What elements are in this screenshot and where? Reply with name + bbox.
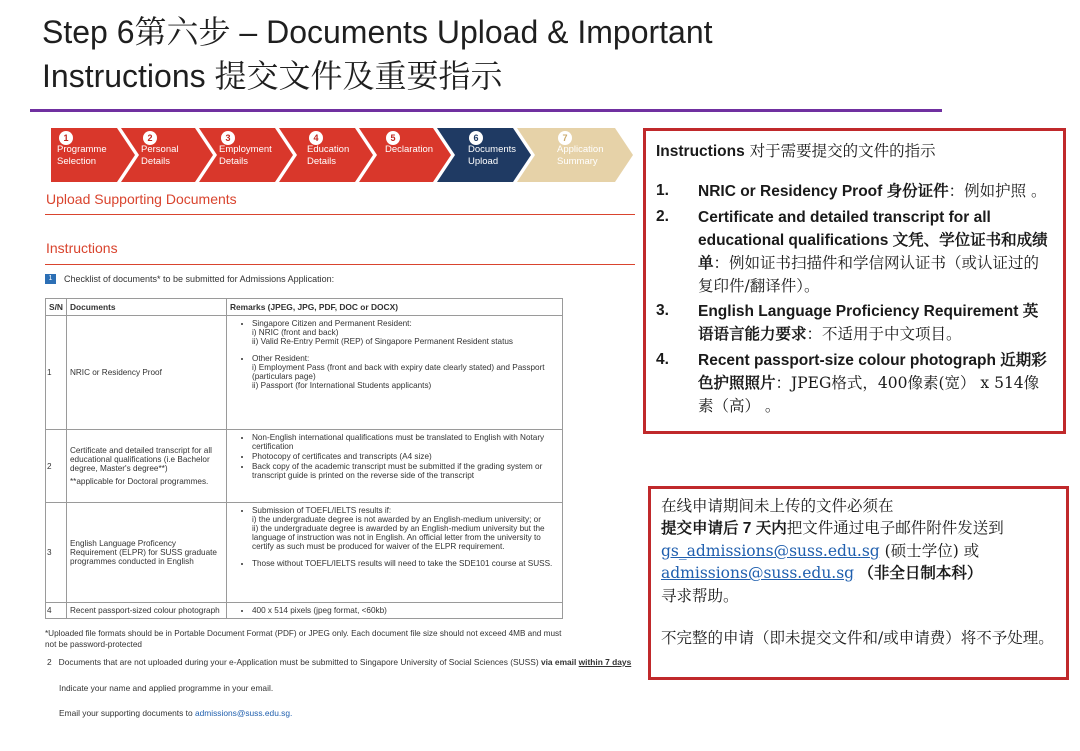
remark-item bbox=[252, 319, 559, 346]
list-item bbox=[656, 206, 1051, 297]
instructions-title-en: Instructions bbox=[656, 143, 745, 160]
row-document bbox=[66, 430, 226, 503]
remark-item: • Non-English international qualifications must be translated to English with Notary certification bbox=[252, 433, 559, 451]
step-2-number: 2 bbox=[143, 131, 157, 145]
item-number: 2. bbox=[656, 208, 669, 225]
indicate-name-note: Indicate your name and applied programme in your email. bbox=[59, 683, 274, 693]
instructions-heading-rule bbox=[45, 264, 635, 265]
admissions-email-link-2[interactable]: admissions@suss.edu.sg bbox=[661, 564, 855, 582]
remark-item bbox=[252, 559, 559, 568]
col-header-sn: S/N bbox=[46, 299, 67, 316]
notice-line1: 在线申请期间未上传的文件必须在 bbox=[661, 497, 894, 515]
step-6-label[interactable]: Documents Upload bbox=[468, 144, 517, 167]
checklist-text: Checklist of documents* to be submitted for Admissions Application: bbox=[64, 274, 335, 284]
step-3-number: 3 bbox=[221, 131, 235, 145]
col-header-remarks: Remarks (JPEG, JPG, PDF, DOC or DOCX) bbox=[226, 299, 562, 316]
step-1-label[interactable]: Programme Selection bbox=[57, 144, 107, 167]
notice-line2: 把文件通过电子邮件附件发送到 bbox=[786, 519, 1004, 537]
row-document: English Language Proficency Requirement (ELPR) for SUSS graduate programmes conducted in English bbox=[66, 503, 226, 603]
incomplete-notice: 不完整的申请（即未提交文件和/或申请费）将不予处理。 bbox=[661, 629, 1054, 647]
row-document-text: Certificate and detailed transcript for all educational qualifications (i.e Bachelor degree, Master's degree**) bbox=[69, 446, 212, 473]
row-remarks bbox=[226, 603, 562, 619]
item-number: 1. bbox=[656, 182, 669, 199]
remark-sub: i) the undergraduate degree is not awarded by an English-medium university; or bbox=[251, 515, 541, 524]
step-4-number: 4 bbox=[309, 131, 323, 145]
remark-item bbox=[252, 354, 559, 390]
instructions-box-title bbox=[656, 139, 1051, 161]
table-row bbox=[46, 316, 563, 430]
table-row bbox=[46, 603, 563, 619]
row-document-note: **applicable for Doctoral programmes. bbox=[69, 477, 209, 486]
item2-number: 2 bbox=[47, 657, 52, 667]
item-rest: ：JPEG格式，400像素(宽） x 514像素（高） 。 bbox=[698, 374, 1040, 415]
remark-sub: ii) the undergraduate degree is awarded by an English-medium university but the language of instruction was not in English. An official letter from the university to certify as such must be produced for waiver of the ELPR requirement. bbox=[251, 524, 545, 551]
col-header-documents: Documents bbox=[66, 299, 226, 316]
instructions-box bbox=[643, 128, 1066, 434]
notice-deadline: 提交申请后 7 天内 bbox=[661, 520, 787, 537]
step-7-label[interactable]: Application Summary bbox=[557, 144, 604, 167]
row-document: Recent passport-sized colour photograph bbox=[66, 603, 226, 619]
item-bold: English Language Proficiency Requirement 英语语言能力要求 bbox=[698, 303, 1039, 343]
row-sn: 2 bbox=[46, 430, 67, 503]
application-screenshot bbox=[45, 128, 645, 748]
remark-item bbox=[252, 506, 559, 551]
step-6-number: 6 bbox=[469, 131, 483, 145]
row-remarks bbox=[226, 503, 562, 603]
item-bold: Certificate and detailed transcript for all educational qualifications 文凭、学位证书和成绩单 bbox=[698, 209, 1048, 272]
notice-help: 寻求帮助。 bbox=[661, 587, 739, 605]
row-sn: 1 bbox=[46, 316, 67, 430]
remark-item: • Photocopy of certificates and transcripts (A4 size) bbox=[252, 452, 559, 461]
row-remarks bbox=[226, 430, 562, 503]
step-5-label[interactable]: Declaration bbox=[385, 144, 434, 155]
row-document: NRIC or Residency Proof bbox=[66, 316, 226, 430]
email1-note: (硕士学位) 或 bbox=[879, 542, 980, 560]
item-number: 4. bbox=[656, 351, 669, 368]
remark-sub: i) Employment Pass (front and back with expiry date clearly stated) and Passport (particulars page) bbox=[251, 363, 545, 381]
remark-item: • Back copy of the academic transcript must be submitted if the grading system or transcript guide is printed on the reverse side of the transcript bbox=[252, 462, 559, 480]
requirements-list bbox=[656, 180, 1051, 417]
step-2-label[interactable]: Personal Details bbox=[141, 144, 179, 167]
item2-instruction bbox=[47, 657, 631, 667]
remark-text: Singapore Citizen and Permanent Resident: bbox=[251, 319, 412, 328]
application-stepper bbox=[45, 128, 635, 182]
title-divider bbox=[30, 109, 942, 112]
slide-title-line2: Instructions 提交文件及重要指示 bbox=[42, 58, 503, 94]
remark-sub: ii) Passport (for International Students applicants) bbox=[251, 381, 432, 390]
admissions-email-link[interactable]: admissions@suss.edu.sg. bbox=[194, 708, 293, 718]
step-3-label[interactable]: Employment Details bbox=[219, 144, 272, 167]
table-row bbox=[46, 503, 563, 603]
item-number: 3. bbox=[656, 302, 669, 319]
email-prefix: Email your supporting documents to bbox=[59, 708, 193, 718]
item-rest: ：例如证书扫描件和学信网认证书（或认证过的复印件/翻译件）。 bbox=[698, 254, 1040, 295]
slide-title-line1: Step 6第六步 – Documents Upload & Important bbox=[42, 14, 713, 50]
upload-heading: Upload Supporting Documents bbox=[46, 191, 237, 207]
remark-text: Other Resident: bbox=[251, 354, 310, 363]
row-sn: 3 bbox=[46, 503, 67, 603]
item-rest: ：例如护照 。 bbox=[948, 182, 1047, 200]
item2-underline: within 7 days bbox=[578, 657, 632, 667]
documents-table bbox=[45, 298, 563, 619]
remark-sub: ii) Valid Re-Entry Permit (REP) of Singapore Permanent Resident status bbox=[251, 337, 514, 346]
instructions-heading: Instructions bbox=[46, 240, 118, 256]
email2-note: （非全日制本科） bbox=[854, 565, 983, 582]
notice-box bbox=[648, 486, 1069, 680]
remark-sub: i) NRIC (front and back) bbox=[251, 328, 339, 337]
item-bold: Recent passport-size colour photograph 近期彩色护照照片 bbox=[698, 352, 1047, 392]
row-sn: 4 bbox=[46, 603, 67, 619]
step-5-number: 5 bbox=[386, 131, 400, 145]
list-item bbox=[656, 180, 1051, 203]
remark-text: Submission of TOEFL/IELTS results if: bbox=[251, 506, 392, 515]
item-bold: NRIC or Residency Proof 身份证件 bbox=[698, 183, 949, 200]
item2-bold: via email bbox=[540, 657, 577, 667]
remark-item: • 400 x 514 pixels (jpeg format, <60kb) bbox=[252, 606, 559, 615]
slide-title bbox=[42, 10, 713, 98]
item2-text: Documents that are not uploaded during your e-Application must be submitted to Singapore University of Social Sciences (SUSS) bbox=[58, 657, 539, 667]
file-format-footnote: *Uploaded file formats should be in Portable Document Format (PDF) or JPEG only. Each document file size should not exceed 4MB and must not be password-protected bbox=[45, 629, 562, 649]
row-remarks bbox=[226, 316, 562, 430]
notice-spacer bbox=[661, 607, 1056, 627]
notice-text bbox=[661, 495, 1056, 607]
checklist-number-badge: 1 bbox=[45, 274, 56, 284]
step-4-label[interactable]: Education Details bbox=[307, 144, 350, 167]
upload-heading-rule bbox=[45, 214, 635, 215]
instructions-title-cn: 对于需要提交的文件的指示 bbox=[744, 142, 936, 160]
remark-text: Those without TOEFL/IELTS results will need to take the SDE101 course at SUSS. bbox=[251, 559, 553, 568]
item-rest: ：不适用于中文项目。 bbox=[806, 325, 962, 343]
gs-admissions-email-link[interactable]: gs_admissions@suss.edu.sg bbox=[661, 542, 880, 560]
email-documents-note bbox=[59, 708, 292, 718]
list-item bbox=[656, 349, 1051, 417]
step-1-number: 1 bbox=[59, 131, 73, 145]
list-item bbox=[656, 300, 1051, 346]
checklist-intro bbox=[45, 274, 334, 284]
table-row bbox=[46, 430, 563, 503]
step-7-number: 7 bbox=[558, 131, 572, 145]
table-header-row bbox=[46, 299, 563, 316]
